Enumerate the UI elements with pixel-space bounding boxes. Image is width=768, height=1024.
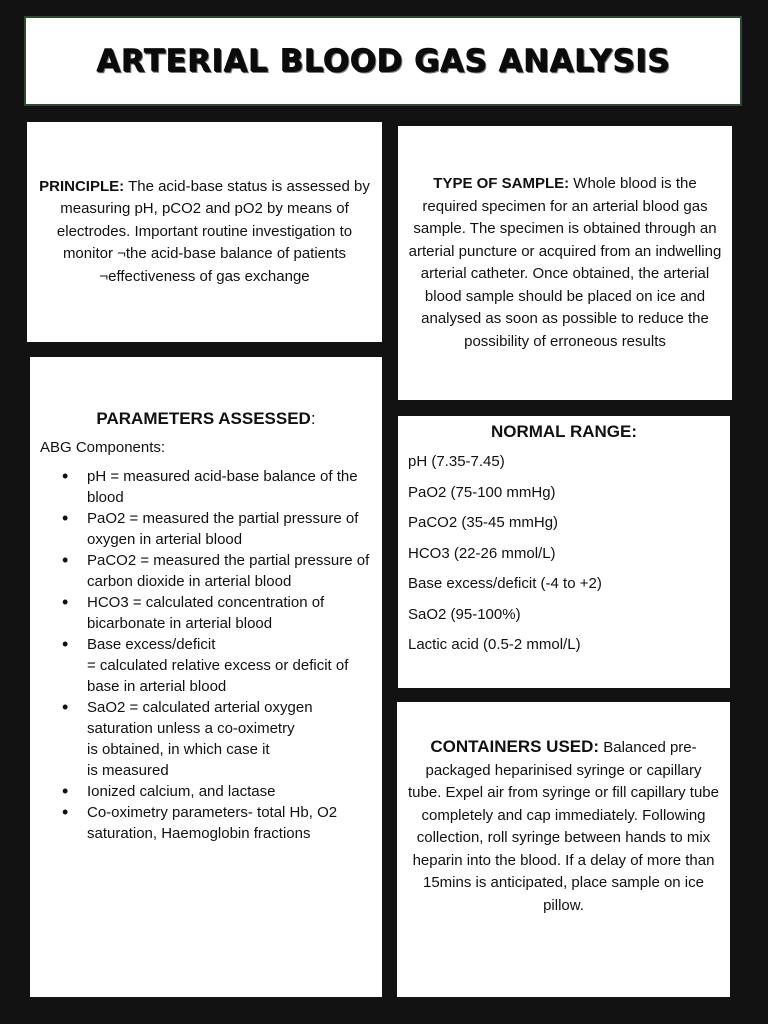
parameter-item xyxy=(40,781,372,802)
normal-range-item xyxy=(408,544,720,575)
parameters-list xyxy=(40,466,372,844)
normal-range-item-text: PaCO2 (35-45 mmHg) xyxy=(408,514,559,531)
principle-label: PRINCIPLE: xyxy=(39,177,125,195)
parameter-item-text: is obtained, in which case it xyxy=(87,741,270,758)
containers-paragraph xyxy=(407,736,720,917)
parameters-panel xyxy=(30,357,382,997)
principle-text: The acid-base status is assessed by measuring pH, pCO2 and pO2 by means of electrodes. Important routine investigation to monitor ¬the acid-base balance of patients ¬effectiveness of gas exchange xyxy=(56,177,370,285)
normal-range-panel xyxy=(398,416,730,688)
normal-range-item xyxy=(408,513,720,544)
normal-range-item-text: PaO2 (75-100 mmHg) xyxy=(408,483,556,501)
normal-range-item xyxy=(408,483,720,514)
normal-range-item-text: HCO3 (22-26 mmol/L) xyxy=(408,544,556,562)
parameter-item xyxy=(40,592,372,634)
parameter-item-text: Ionized calcium, and lactase xyxy=(87,783,276,800)
principle-paragraph xyxy=(35,176,374,289)
sample-paragraph xyxy=(408,173,722,353)
parameter-item-text: pH = measured acid-base balance of the blood xyxy=(87,468,358,506)
parameter-item-text: PaO2 = measured the partial pressure of oxygen in arterial blood xyxy=(87,510,359,548)
parameter-item-text: PaCO2 = measured the partial pressure of carbon dioxide in arterial blood xyxy=(87,552,370,590)
parameter-item-text: = calculated relative excess or deficit of base in arterial blood xyxy=(87,657,349,695)
normal-range-item xyxy=(408,452,720,483)
sample-text: Whole blood is the required specimen for an arterial blood gas sample. The specimen is obtained through an arterial puncture or acquired from an indwelling arterial catheter. Once obtained, the arterial blood sample should be placed on ice and analysed as soon as possible to reduce the possibility of erroneous results xyxy=(408,175,722,350)
parameter-item-text: Base excess/deficit xyxy=(87,636,216,653)
abg-components-label: ABG Components: xyxy=(40,439,166,456)
parameter-item-text: HCO3 = calculated concentration of bicarbonate in arterial blood xyxy=(87,594,325,632)
parameter-item-text: is measured xyxy=(87,762,169,779)
title-panel xyxy=(24,16,742,106)
parameter-item xyxy=(40,466,372,508)
normal-range-list xyxy=(408,452,720,666)
normal-range-item xyxy=(408,574,720,605)
page-title: ARTERIAL BLOOD GAS ANALYSIS xyxy=(96,43,670,79)
parameter-item xyxy=(40,634,372,697)
parameters-heading-text: PARAMETERS ASSESSED xyxy=(96,409,311,428)
normal-range-heading: NORMAL RANGE: xyxy=(490,422,638,441)
normal-range-item xyxy=(408,605,720,636)
parameter-item xyxy=(40,802,372,844)
normal-range-item-text: Lactic acid (0.5-2 mmol/L) xyxy=(408,636,581,653)
sample-type-panel xyxy=(398,126,732,400)
parameter-item-text: Co-oximetry parameters- total Hb, O2 saturation, Haemoglobin fractions xyxy=(87,804,338,842)
containers-text: Balanced pre-packaged heparinised syringe or capillary tube. Expel air from syringe or fill capillary tube completely and cap immediately. Following collection, roll syringe between hands to mix heparin into the blood. If a delay of more than 15mins is anticipated, place sample on ice pillow. xyxy=(408,739,719,914)
sample-label: TYPE OF SAMPLE: xyxy=(433,175,570,192)
parameter-item-text: SaO2 = calculated arterial oxygen saturation unless a co-oximetry xyxy=(87,699,313,737)
parameter-item xyxy=(40,697,372,781)
normal-range-item-text: pH (7.35-7.45) xyxy=(408,453,505,470)
normal-range-item-text: Base excess/deficit (-4 to +2) xyxy=(408,575,602,592)
parameters-heading-colon: : xyxy=(310,409,316,428)
parameter-item xyxy=(40,550,372,592)
containers-label: CONTAINERS USED: xyxy=(430,737,600,756)
parameter-item xyxy=(40,508,372,550)
normal-range-item-text: SaO2 (95-100%) xyxy=(408,605,521,623)
containers-panel xyxy=(397,702,730,997)
normal-range-item xyxy=(408,635,720,666)
principle-panel xyxy=(27,122,382,342)
parameters-heading xyxy=(40,409,372,429)
